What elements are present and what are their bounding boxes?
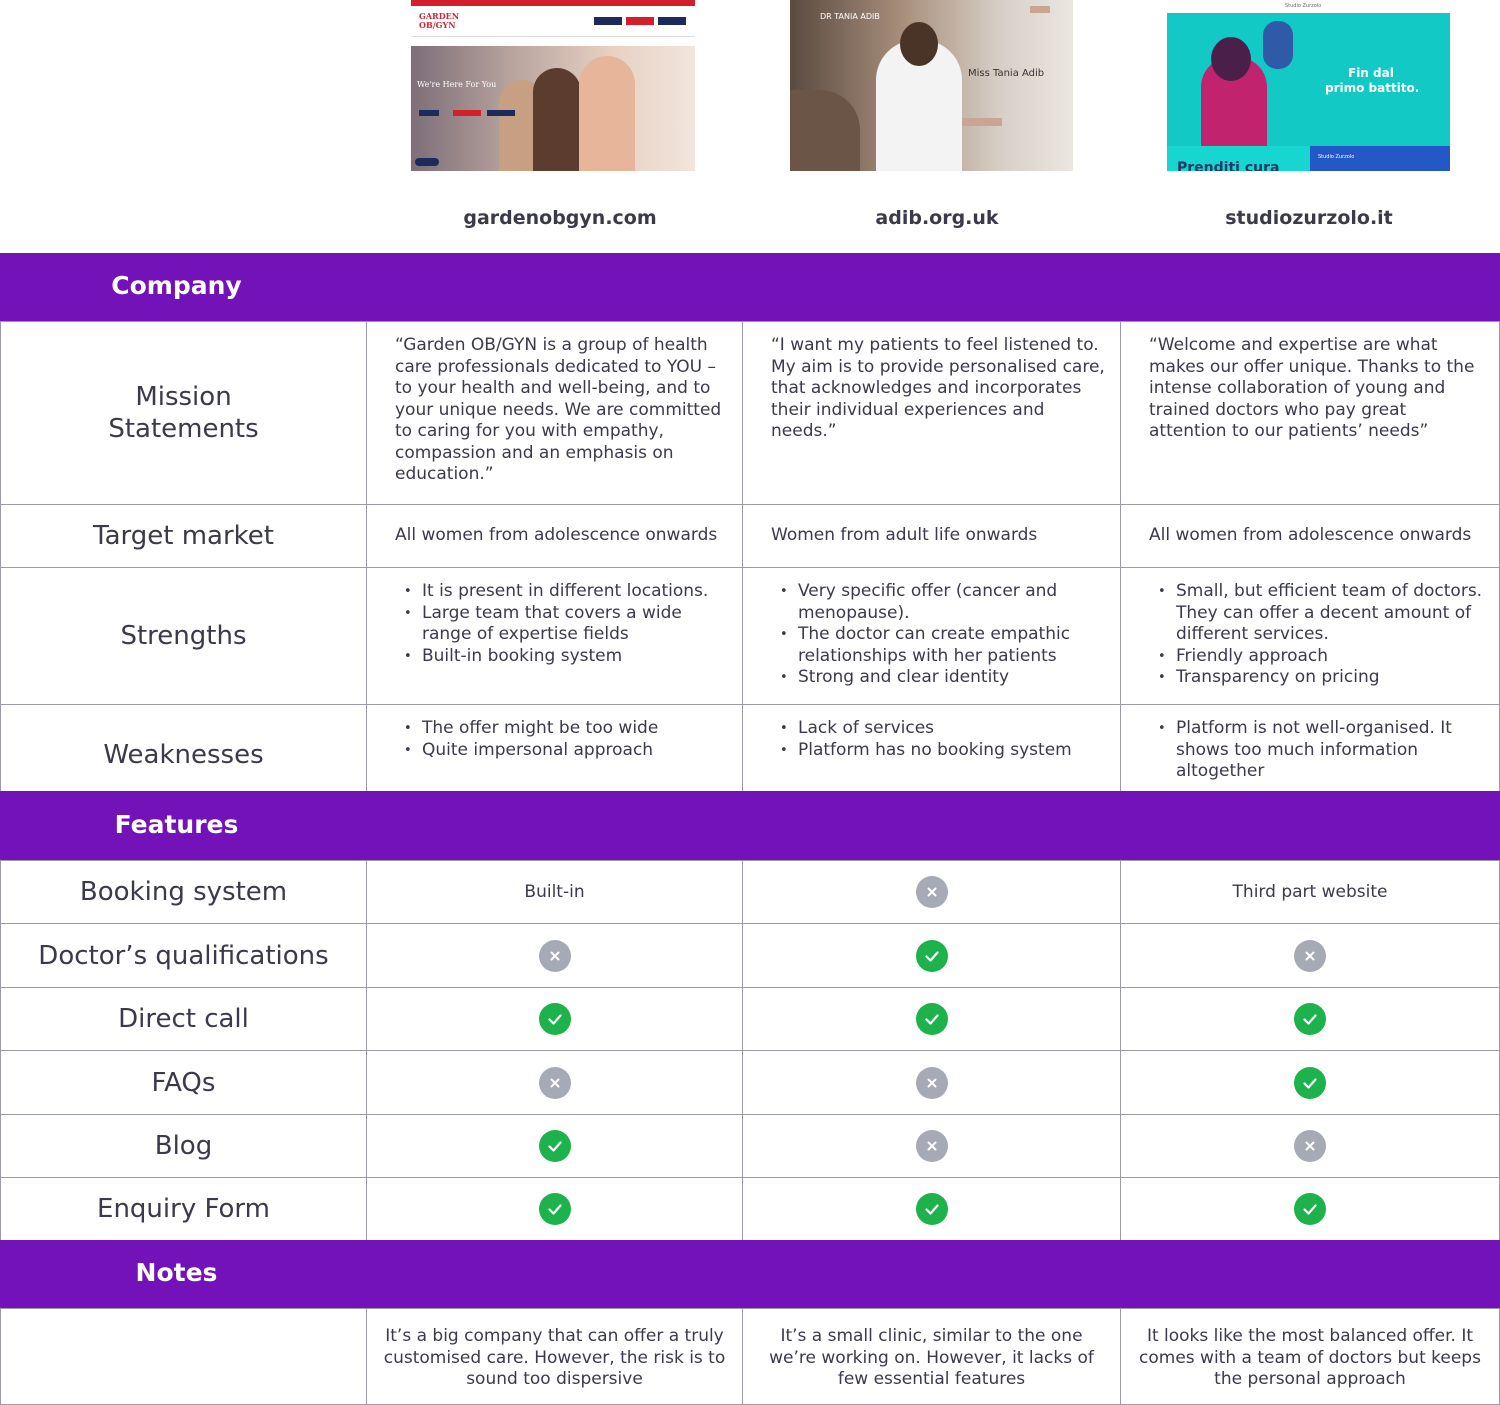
hero-button — [487, 110, 515, 116]
menu-bar — [411, 36, 695, 46]
target-text: All women from adolescence onwards — [1120, 505, 1500, 567]
section-company — [0, 253, 1500, 321]
nav-button — [626, 17, 654, 25]
section-title: Features — [114, 810, 239, 839]
feature-label: FAQs — [0, 1051, 366, 1114]
footer-brand: Studio Zurzolo — [1318, 154, 1355, 160]
screenshot-adib — [790, 0, 1073, 171]
nav-button — [658, 17, 686, 25]
hero-image — [411, 46, 695, 171]
doctor-head — [900, 22, 938, 66]
list-item: • Transparency on pricing — [1149, 667, 1487, 689]
feature-row — [0, 1177, 1500, 1240]
screenshot-studiozurzolo — [1167, 0, 1450, 171]
hero-line-2: primo battito. — [1325, 81, 1420, 95]
list-item: • Small, but efficient team of doctors. They can offer a decent amount of different services. — [1149, 581, 1487, 646]
feature-label: Direct call — [0, 988, 366, 1050]
baby-figure — [1263, 21, 1293, 69]
strengths-list — [743, 581, 1120, 689]
list-item: • The doctor can create empathic relationships with her patients — [771, 624, 1108, 667]
weaknesses-list — [367, 718, 742, 761]
row-weaknesses — [0, 704, 1500, 791]
list-item: • Friendly approach — [1149, 646, 1487, 668]
list-item: • Very specific offer (cancer and menopause). — [771, 581, 1108, 624]
row-label: Mission Statements — [0, 322, 366, 504]
feature-status-cell — [742, 1115, 1120, 1177]
check-icon — [1294, 1003, 1326, 1035]
lower-blue — [1310, 146, 1450, 171]
weaknesses-list — [1121, 718, 1499, 783]
check-icon — [539, 1193, 571, 1225]
feature-text: Third part website — [1120, 861, 1500, 923]
feature-status-cell — [1120, 1115, 1500, 1177]
check-icon — [539, 1003, 571, 1035]
row-target — [0, 504, 1500, 567]
feature-status-cell — [366, 1115, 742, 1177]
weaknesses-list — [743, 718, 1120, 761]
feature-label: Enquiry Form — [0, 1178, 366, 1240]
feature-status-cell — [366, 1051, 742, 1114]
list-item: • Strong and clear identity — [771, 667, 1108, 689]
header — [411, 6, 695, 36]
weaknesses-list-cell — [366, 705, 742, 791]
cross-icon — [916, 876, 948, 908]
brand-label: Studio Zurzolo — [1285, 3, 1322, 9]
list-item: • Quite impersonal approach — [395, 740, 730, 762]
cross-icon — [1294, 1130, 1326, 1162]
feature-status-cell — [742, 1051, 1120, 1114]
list-item: • It is present in different locations. — [395, 581, 730, 603]
feature-label: Doctor’s qualifications — [0, 924, 366, 987]
strengths-list-cell — [366, 568, 742, 704]
feature-status-cell — [1120, 1178, 1500, 1240]
check-icon — [539, 1130, 571, 1162]
feature-status-cell — [742, 861, 1120, 923]
hero-line-1: Fin dal — [1348, 66, 1394, 80]
row-label: Target market — [0, 505, 366, 567]
nav-button — [594, 17, 622, 25]
hero-button — [419, 110, 439, 116]
note-text: It’s a big company that can offer a truly customised care. However, the risk is to sound too dispersive — [366, 1309, 742, 1404]
feature-row — [0, 987, 1500, 1050]
feature-row — [0, 1114, 1500, 1177]
note-text: It looks like the most balanced offer. It comes with a team of doctors but keeps the personal approach — [1120, 1309, 1500, 1404]
list-item: • Platform has no booking system — [771, 740, 1108, 762]
feature-row — [0, 860, 1500, 923]
patient-figure — [790, 90, 860, 171]
feature-row — [0, 1050, 1500, 1114]
site-name-gardenobgyn: gardenobgyn.com — [463, 207, 657, 229]
message-button — [415, 158, 439, 166]
row-notes — [0, 1308, 1500, 1405]
feature-label: Blog — [0, 1115, 366, 1177]
hero-panel — [1167, 13, 1450, 146]
feature-status-cell — [742, 924, 1120, 987]
cross-icon — [916, 1130, 948, 1162]
mother-head — [1211, 37, 1251, 81]
feature-status-cell — [1120, 924, 1500, 987]
section-features — [0, 791, 1500, 860]
list-item: • Built-in booking system — [395, 646, 730, 668]
feature-status-cell — [366, 988, 742, 1050]
check-icon — [1294, 1067, 1326, 1099]
cross-icon — [539, 940, 571, 972]
list-item: • Platform is not well-organised. It shows too much information altogether — [1149, 718, 1487, 783]
check-icon — [916, 1193, 948, 1225]
weaknesses-list-cell — [1120, 705, 1500, 791]
check-icon — [916, 940, 948, 972]
site-name-adib: adib.org.uk — [875, 207, 999, 229]
logo: GARDEN OB/GYN — [419, 11, 460, 30]
target-text: Women from adult life onwards — [742, 505, 1120, 567]
strengths-list — [1121, 581, 1499, 689]
cross-icon — [539, 1067, 571, 1099]
target-text: All women from adolescence onwards — [366, 505, 742, 567]
hero-button — [453, 110, 481, 116]
mission-text: “I want my patients to feel listened to. My aim is to provide personalised care, that acknowledges and incorporates their individual experiences and needs.” — [742, 322, 1120, 504]
empty-cell — [0, 1309, 366, 1404]
feature-status-cell — [742, 1178, 1120, 1240]
logo: DR TANIA ADIB — [820, 12, 880, 21]
person — [533, 68, 581, 171]
feature-status-cell — [1120, 1051, 1500, 1114]
section-notes — [0, 1240, 1500, 1308]
mission-text: “Garden OB/GYN is a group of health care professionals dedicated to YOU – to your health and well-being, and to your unique needs. We are committed to caring for you with empathy, compassion and an emphasis on education.” — [366, 322, 742, 504]
strengths-list-cell — [1120, 568, 1500, 704]
row-strengths — [0, 567, 1500, 704]
hero-button — [962, 118, 1002, 126]
site-name-studiozurzolo: studiozurzolo.it — [1225, 207, 1393, 229]
row-label: Weaknesses — [0, 705, 366, 791]
feature-status-cell — [366, 1178, 742, 1240]
person — [579, 56, 635, 171]
section-title: Company — [111, 271, 242, 300]
feature-status-cell — [366, 924, 742, 987]
section-title: Notes — [135, 1258, 218, 1287]
row-label: Strengths — [0, 568, 366, 704]
strengths-list-cell — [742, 568, 1120, 704]
check-icon — [916, 1003, 948, 1035]
strengths-list — [367, 581, 742, 667]
feature-label: Booking system — [0, 861, 366, 923]
list-item: • Large team that covers a wide range of expertise fields — [395, 603, 730, 646]
footer-text: Prenditi cura — [1177, 160, 1280, 171]
lower-teal — [1167, 146, 1310, 171]
hero-title: We're Here For You — [417, 80, 497, 89]
screenshot-gardenobgyn — [411, 0, 695, 171]
hero-title: Miss Tania Adib — [968, 68, 1045, 79]
cross-icon — [916, 1067, 948, 1099]
row-mission — [0, 321, 1500, 504]
weaknesses-list-cell — [742, 705, 1120, 791]
mission-text: “Welcome and expertise are what makes our offer unique. Thanks to the intense collaboration of young and trained doctors who pay great attention to our patients’ needs” — [1120, 322, 1500, 504]
feature-status-cell — [1120, 988, 1500, 1050]
feature-row — [0, 923, 1500, 987]
note-text: It’s a small clinic, similar to the one we’re working on. However, it lacks of few essential features — [742, 1309, 1120, 1404]
feature-status-cell — [742, 988, 1120, 1050]
list-item: • Lack of services — [771, 718, 1108, 740]
list-item: • The offer might be too wide — [395, 718, 730, 740]
nav-button — [1030, 6, 1050, 13]
feature-text: Built-in — [366, 861, 742, 923]
check-icon — [1294, 1193, 1326, 1225]
cross-icon — [1294, 940, 1326, 972]
